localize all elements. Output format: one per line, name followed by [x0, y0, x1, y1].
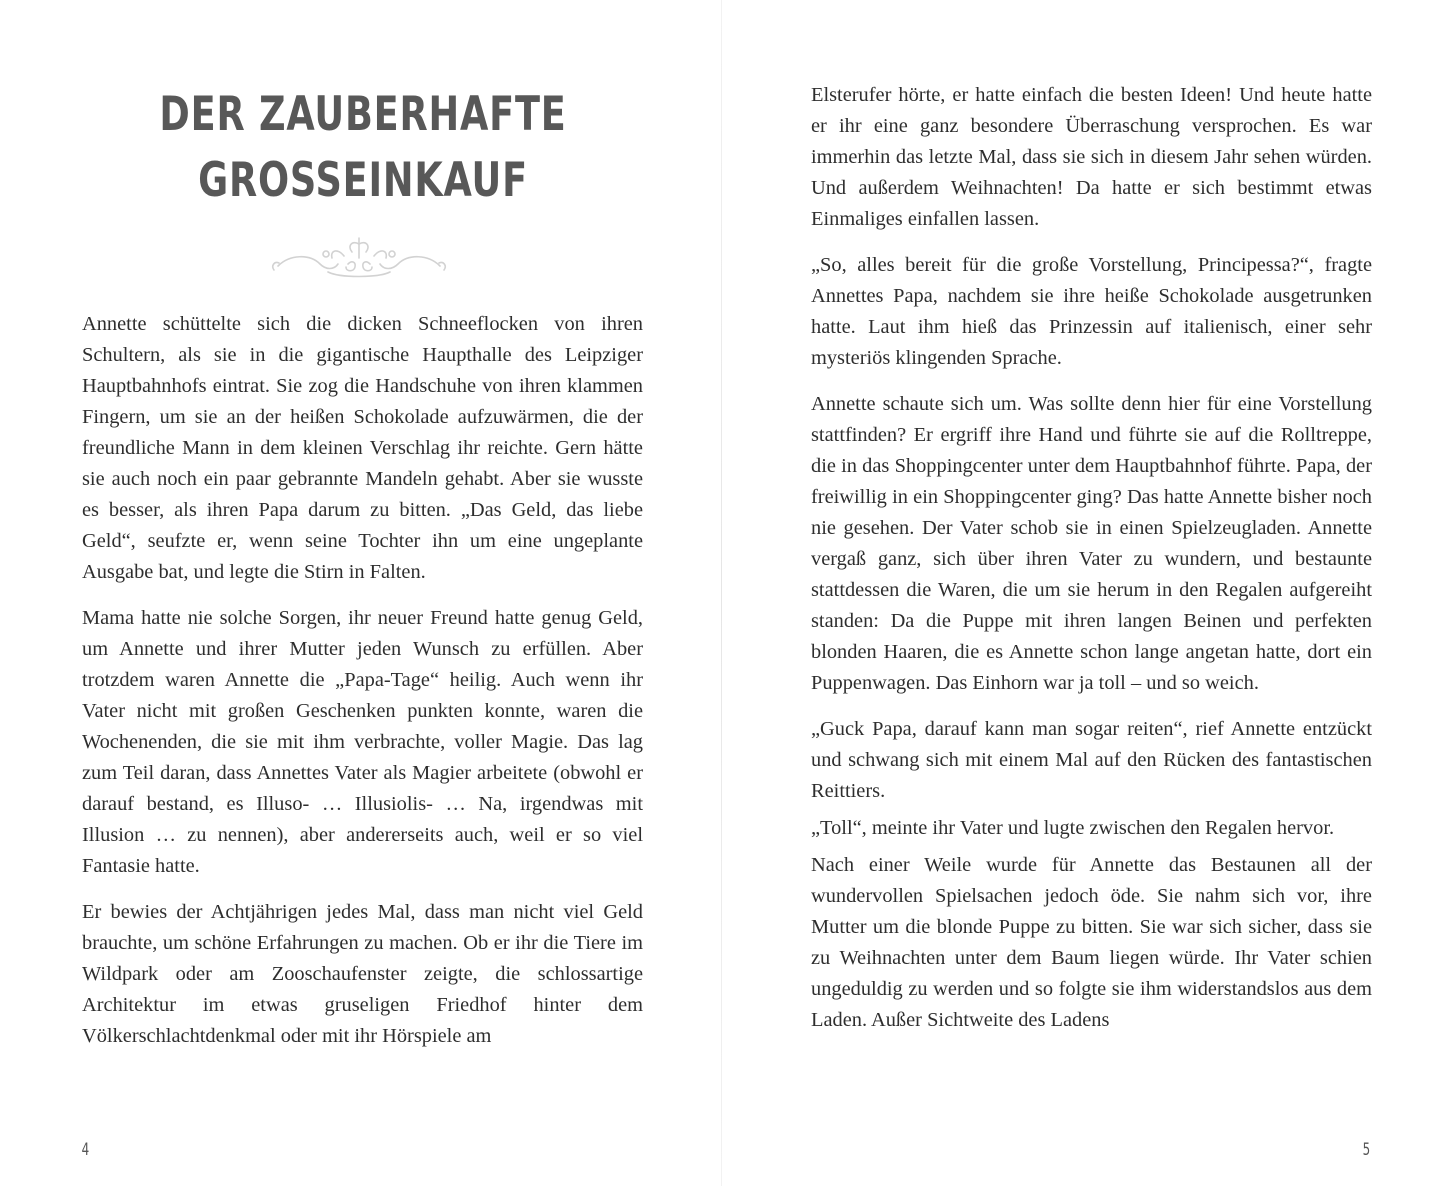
left-text-column: [82, 309, 643, 1067]
spine-gutter: [721, 0, 722, 1186]
paragraph: Er bewies der Achtjährigen jedes Mal, dass man nicht viel Geld brauchte, um schöne Erfahrungen zu machen. Ob er ihr die Tiere im Wildpark oder am Zooschaufenster zeigte, die schlossartige Architektur im etwas gruseligen Friedhof hinter dem Völkerschlachtdenkmal oder mit ihr Hörspiele am: [82, 901, 643, 1047]
paragraph: Elsterufer hörte, er hatte einfach die besten Ideen! Und heute hatte er ihr eine ganz besondere Überraschung versprochen. Es war immerhin das letzte Mal, dass sie sich in diesem Jahr sehen würden. Und außerdem Weihnachten! Da hatte er sich bestimmt etwas Einmaliges einfallen lassen.: [811, 84, 1372, 230]
right-text-column: [811, 80, 1372, 1051]
paragraph: Mama hatte nie solche Sorgen, ihr neuer Freund hatte genug Geld, um Annette und ihrer Mutter jeden Wunsch zu erfüllen. Aber trotzdem waren Annette die „Papa-Tage“ heilig. Auch wenn ihr Vater nicht mit großen Geschenken punkten konnte, waren die Wochenenden, die sie mit ihm verbrachte, voller Magie. Das lag zum Teil daran, dass Annettes Vater als Magier arbeitete (obwohl er darauf bestand, es Illuso- … Illusiolis- … Na, irgendwas mit Illusion … zu nennen), aber andererseits auch, weil er so viel Fantasie hatte.: [82, 607, 643, 877]
paragraph: „So, alles bereit für die große Vorstellung, Principessa?“, fragte Annettes Papa, nachdem sie ihre heiße Schokolade ausgetrunken hatte. Laut ihm hieß das Prinzessin auf italienisch, einer sehr mysteriös klingenden Sprache.: [811, 254, 1372, 369]
paragraph: Nach einer Weile wurde für Annette das Bestaunen all der wundervollen Spielsachen jedoch öde. Sie nahm sich vor, ihre Mutter um die blonde Puppe zu bitten. Sie war sich sicher, dass sie zu Weihnachten unter dem Baum liegen würde. Ihr Vater schien ungeduldig zu werden und so folgte sie ihm widerstandslos aus dem Laden. Außer Sichtweite des Ladens: [811, 854, 1372, 1031]
page-number: 5: [1362, 1140, 1371, 1160]
chapter-title: DER ZAUBERHAFTE GROSSEINKAUF: [159, 87, 567, 208]
paragraph: „Guck Papa, darauf kann man sogar reiten“, rief Annette entzückt und schwang sich mit einem Mal auf den Rücken des fantastischen Reittiers.: [811, 718, 1372, 802]
flourish-ornament-icon: [268, 232, 450, 282]
right-page: [725, 0, 1452, 1186]
paragraph: „Toll“, meinte ihr Vater und lugte zwischen den Regalen hervor.: [811, 817, 1335, 839]
page-number: 4: [81, 1140, 90, 1160]
paragraph: Annette schüttelte sich die dicken Schneeflocken von ihren Schultern, als sie in die gigantische Haupthalle des Leipziger Hauptbahnhofs eintrat. Sie zog die Handschuhe von ihren klammen Fingern, um sie an der heißen Schokolade aufzuwärmen, die der freundliche Mann in dem kleinen Verschlag ihr reichte. Gern hätte sie auch noch ein paar gebrannte Mandeln gehabt. Aber sie wusste es besser, als ihren Papa darum zu bitten. „Das Geld, das liebe Geld“, seufzte er, wenn seine Tochter ihn um eine ungeplante Ausgabe bat, und legte die Stirn in Falten.: [82, 313, 643, 583]
paragraph: Annette schaute sich um. Was sollte denn hier für eine Vorstellung stattfinden? Er ergriff ihre Hand und führte sie auf die Rolltreppe, die in das Shoppingcenter unter dem Hauptbahnhof führte. Papa, der freiwillig in ein Shoppingcenter ging? Das hatte Annette bisher noch nie gesehen. Der Vater schob sie in einen Spielzeugladen. Annette vergaß ganz, sich über ihren Vater zu wundern, und bestaunte stattdessen die Waren, die um sie herum in den Regalen aufgereiht standen: Da die Puppe mit ihren langen Beinen und perfekten blonden Haaren, die es Annette schon lange angetan hatte, dort ein Puppenwagen. Das Einhorn war ja toll – und so weich.: [811, 393, 1372, 694]
left-page: [0, 0, 722, 1186]
